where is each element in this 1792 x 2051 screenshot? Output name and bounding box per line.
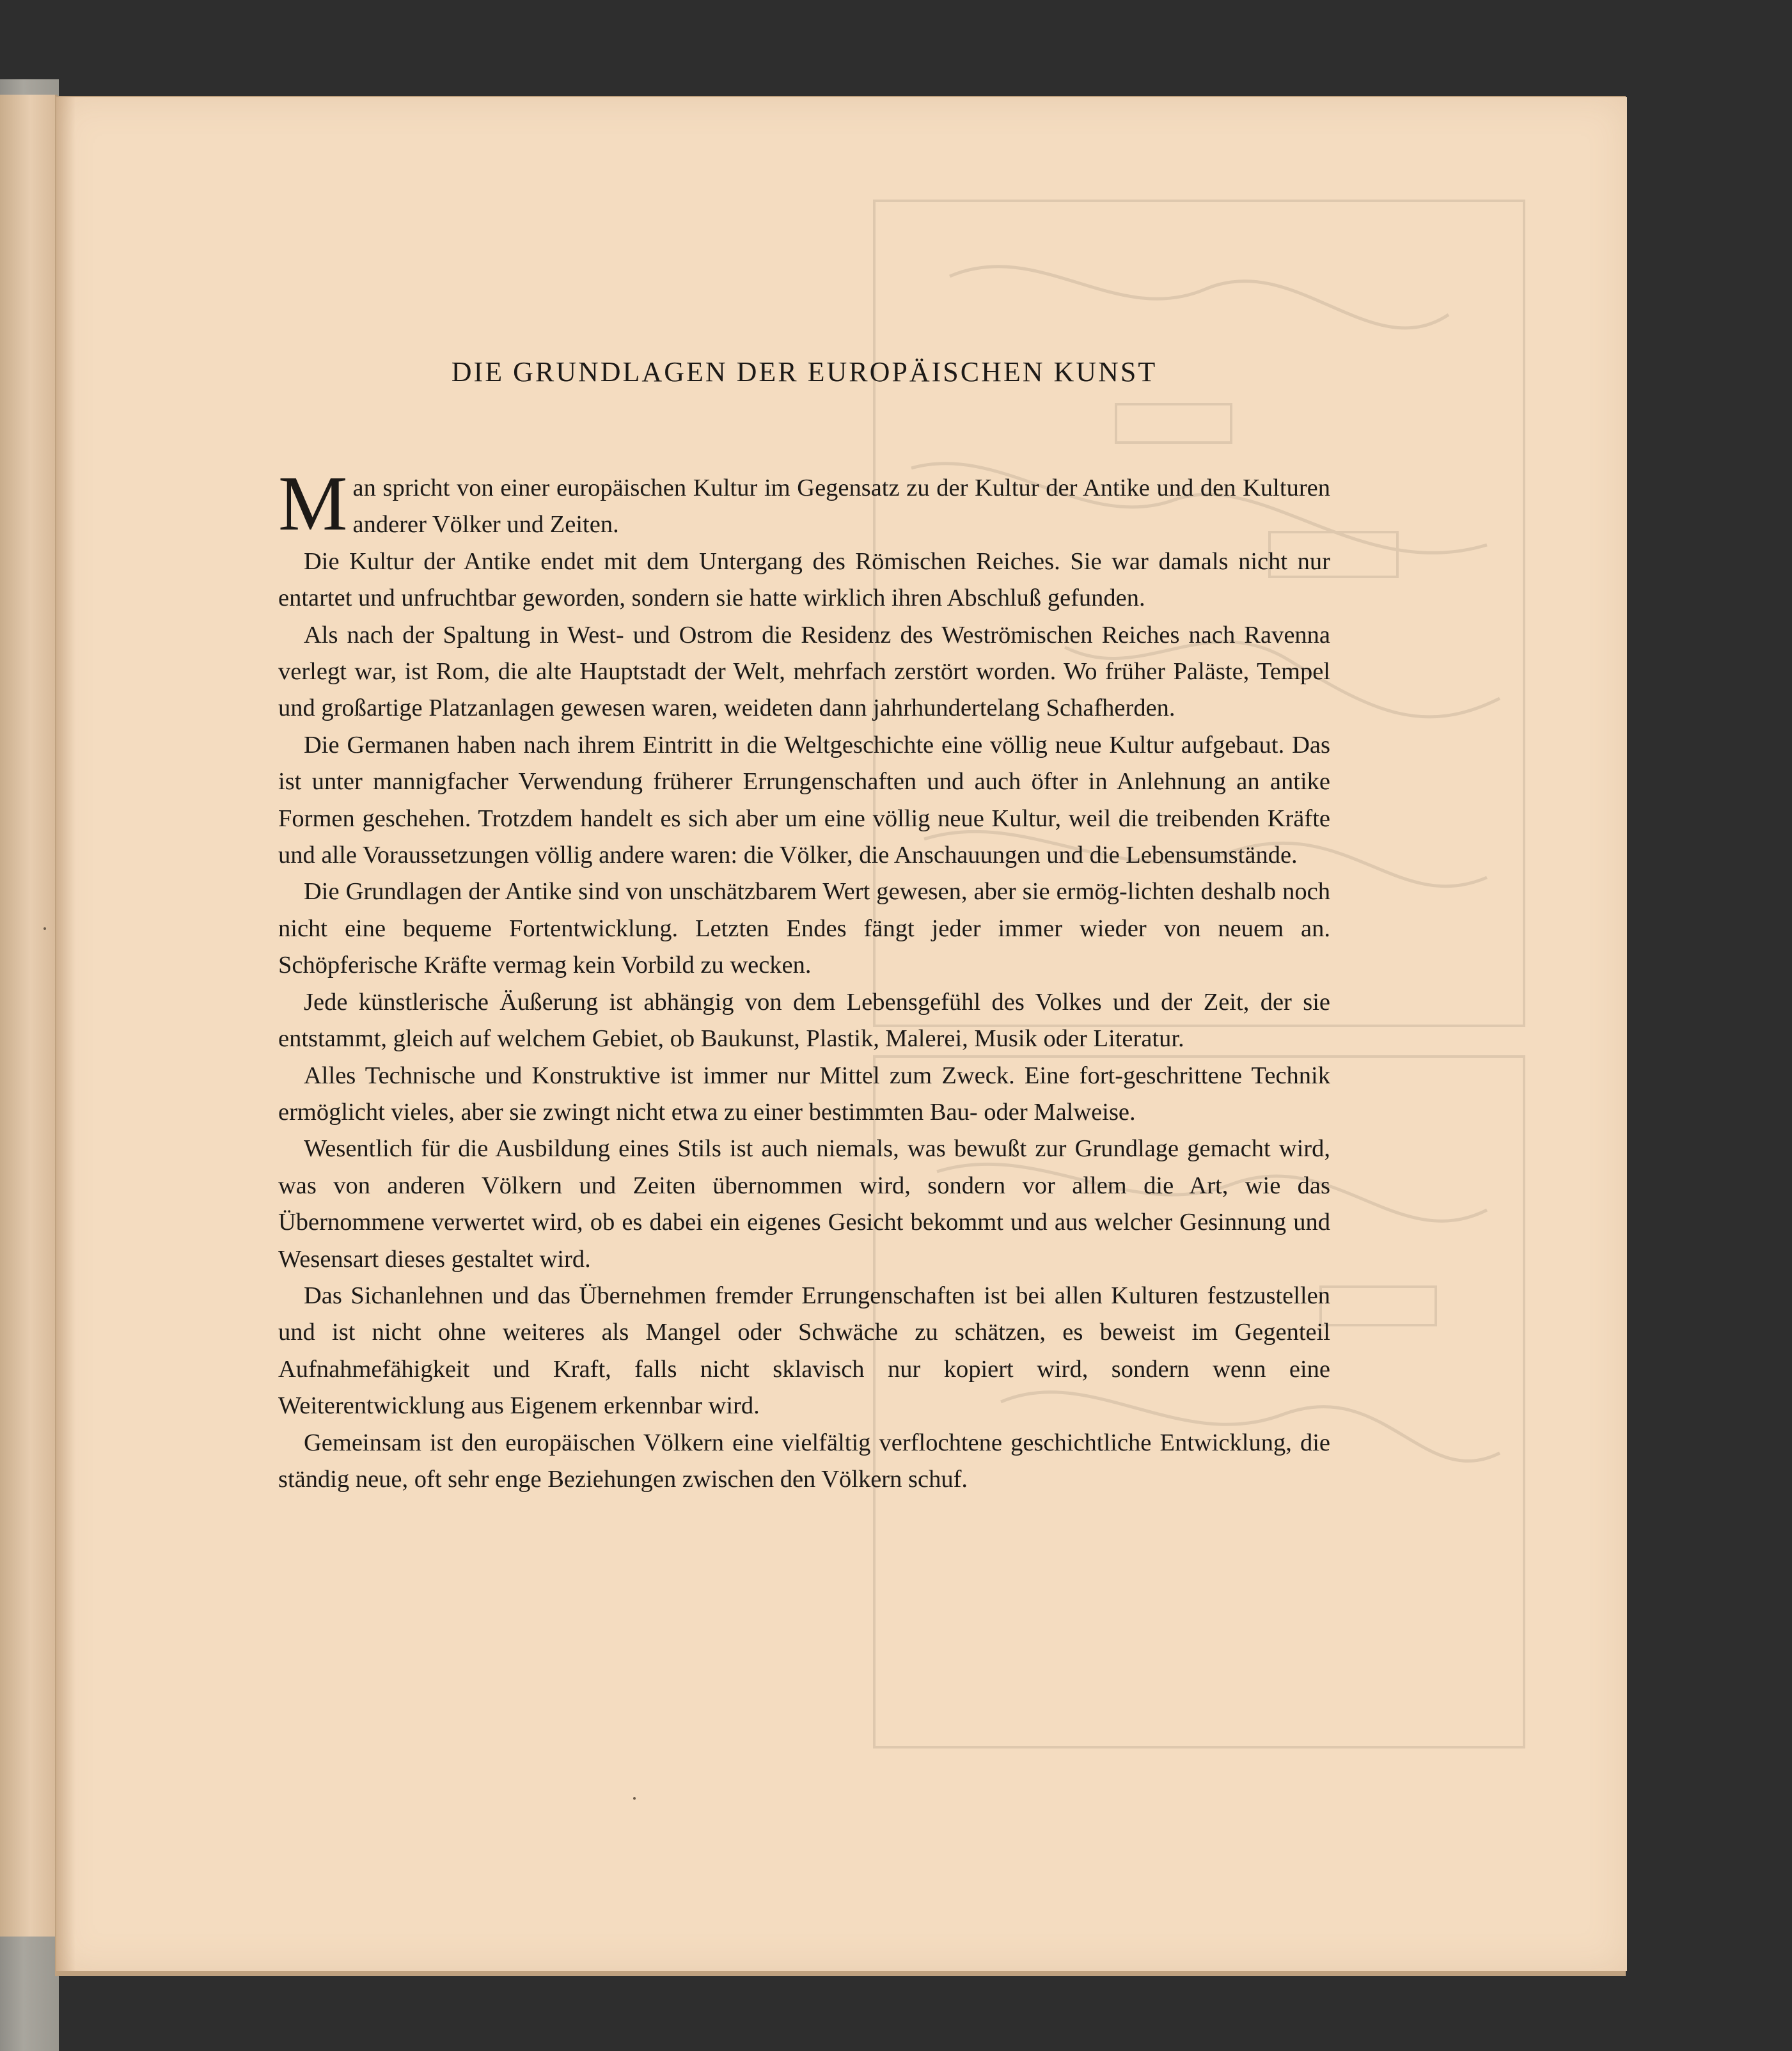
paragraph-10: Gemeinsam ist den europäischen Völkern eine vielfältig verflochtene geschichtliche Entwicklung, die ständig neue, oft sehr enge Beziehungen zwischen den Völkern schuf. [278,1429,1330,1493]
paragraph-2: Die Kultur der Antike endet mit dem Untergang des Römischen Reiches. Sie war damals nicht nur entartet und unfruchtbar geworden, sondern sie hatte wirklich ihren Abschluß gefunden. [278,547,1330,612]
paragraph-8: Wesentlich für die Ausbildung eines Stils ist auch niemals, was bewußt zur Grundlage gemacht wird, was von anderen Völkern und Zeiten übernommen wird, sondern vor allem die Art, wie das Übernommene verwertet wird, ob es dabei ein eigenes Gesicht bekommt und aus welcher Gesinnung und Wesensart dieses gestaltet wird. [278,1135,1330,1273]
paragraph-6: Jede künstlerische Äußerung ist abhängig von dem Lebensgefühl des Volkes und der Zeit, der sie entstammt, gleich auf welchem Gebiet, ob Baukunst, Plastik, Malerei, Musik oder Literatur. [278,988,1330,1053]
chapter-title: DIE GRUNDLAGEN DER EUROPÄISCHEN KUNST [451,356,1158,388]
paragraph-3: Als nach der Spaltung in West- und Ostrom die Residenz des Weströmischen Reiches nach Ravenna verlegt war, ist Rom, die alte Hauptstadt der Welt, mehrfach zerstört worden. Wo früher Paläste, Tempel und großartige Platzanlagen gewesen waren, weideten dann jahrhundertelang Schafherden. [278,621,1330,722]
paragraph-1 [278,460,1330,547]
paragraph-7: Alles Technische und Konstruktive ist immer nur Mittel zum Zweck. Eine fort-geschrittene Technik ermöglicht vieles, aber sie zwingt nicht etwa zu einer bestimmten Bau- oder Malweise. [278,1062,1330,1126]
paragraph-5: Die Grundlagen der Antike sind von unschätzbarem Wert gewesen, aber sie ermög-lichten deshalb noch nicht eine bequeme Fortentwicklung. Letzten Endes fängt jeder immer wieder von neuem an. Schöpferische Kräfte vermag kein Vorbild zu wecken. [278,878,1330,979]
paragraph-9: Das Sichanlehnen und das Übernehmen fremder Errungenschaften ist bei allen Kulturen festzustellen und ist nicht ohne weiteres als Mangel oder Schwäche zu schätzen, es beweist im Gegenteil Aufnahmefähigkeit und Kraft, falls nicht sklavisch nur kopiert wird, sondern wenn eine Weiterentwicklung aus Eigenem erkennbar wird. [278,1282,1330,1420]
paper-speck [633,1797,636,1800]
facing-page-edge [0,95,58,1937]
paragraph-1-text: an spricht von einer europäischen Kultur im Gegensatz zu der Kultur der Antike und den Kulturen anderer Völker und Zeiten. [352,475,1330,538]
paragraph-4: Die Germanen haben nach ihrem Eintritt in die Weltgeschichte eine völlig neue Kultur aufgebaut. Das ist unter mannigfacher Verwendung früherer Errungenschaften und auch öfter in Anlehnung an antike Formen geschehen. Trotzdem handelt es sich aber um eine völlig neue Kultur, weil die treibenden Kräfte und alle Voraussetzungen völlig andere waren: die Völker, die Anschauungen und die Lebensumstände. [278,731,1330,869]
body-text [278,460,1330,1498]
gutter-shadow [56,97,75,1971]
drop-cap: M [278,460,348,547]
paper-speck [43,927,46,930]
